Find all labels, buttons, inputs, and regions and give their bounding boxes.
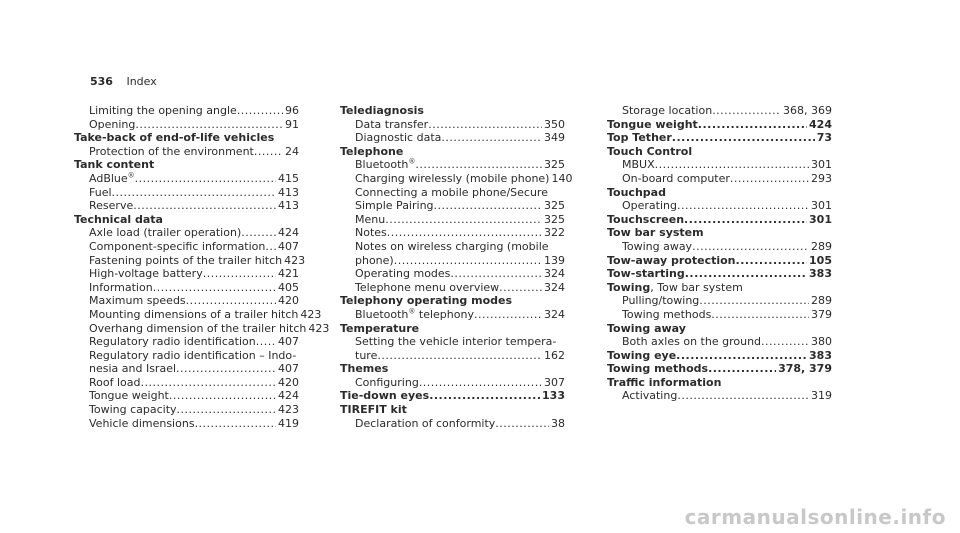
leader-dots xyxy=(434,199,542,213)
index-column-1 xyxy=(74,104,330,430)
index-subentry[interactable] xyxy=(340,226,565,240)
index-subentry[interactable] xyxy=(74,417,299,431)
index-subentry[interactable] xyxy=(74,226,299,240)
leader-dots xyxy=(655,158,809,172)
leader-dots xyxy=(133,199,276,213)
heading-text: Tow bar system xyxy=(607,226,704,240)
index-entry xyxy=(607,131,832,145)
index-heading xyxy=(340,294,565,308)
page-ref: 380 xyxy=(811,335,832,349)
index-entry xyxy=(340,104,565,145)
leader-dots xyxy=(685,267,807,281)
subentry-text: Declaration of conformity xyxy=(355,416,496,430)
index-heading[interactable] xyxy=(607,267,832,281)
index-subentry[interactable] xyxy=(74,199,299,213)
leader-dots xyxy=(761,335,809,349)
leader-dots xyxy=(254,145,283,159)
index-heading[interactable] xyxy=(607,131,832,145)
leader-dots xyxy=(394,254,542,268)
index-subentry[interactable] xyxy=(340,171,573,186)
leader-dots xyxy=(672,131,815,145)
leader-dots xyxy=(474,308,542,322)
index-subentry[interactable] xyxy=(340,281,565,295)
heading-text: Touch Control xyxy=(607,144,693,158)
index-subentry[interactable] xyxy=(340,199,565,213)
page-ref: 349 xyxy=(544,131,565,145)
page-ref: 38 xyxy=(551,416,565,430)
index-subentry[interactable] xyxy=(74,281,299,295)
page-ref: 424 xyxy=(278,226,299,240)
page-ref: 140 xyxy=(551,171,573,185)
index-subentry[interactable] xyxy=(607,158,832,172)
index-entry xyxy=(74,131,299,158)
leader-dots xyxy=(112,186,276,200)
heading-suffix: , Tow bar system xyxy=(650,280,743,294)
leader-dots xyxy=(699,294,809,308)
subentry-text: Axle load (trailer operation) xyxy=(89,226,242,240)
heading-text: Tongue weight xyxy=(607,117,698,131)
subentry-text: Operating xyxy=(622,199,677,213)
page-ref: 423 xyxy=(308,321,330,335)
index-heading[interactable] xyxy=(607,254,832,268)
subentry-text: Roof load xyxy=(89,375,141,389)
index-subentry-continued: Setting the vehicle interior tempera- xyxy=(355,335,557,349)
leader-dots xyxy=(141,376,277,390)
subentry-text: Towing capacity xyxy=(89,403,177,417)
index-entry xyxy=(340,389,565,403)
leader-dots xyxy=(677,199,809,213)
index-subentry[interactable] xyxy=(607,389,832,403)
subentry-text: Towing away xyxy=(622,239,693,253)
page-ref: 421 xyxy=(278,267,299,281)
index-subentry[interactable] xyxy=(74,376,299,390)
index-subentry[interactable] xyxy=(340,118,565,132)
heading-text: Tow-starting xyxy=(607,267,685,281)
index-subentry[interactable] xyxy=(74,104,299,118)
page-ref: 415 xyxy=(278,171,299,185)
leader-dots xyxy=(708,362,776,376)
subentry-text: Reserve xyxy=(89,199,134,213)
subentry-text: Notes xyxy=(355,226,387,240)
index-subentry[interactable] xyxy=(340,308,565,322)
page-ref: 325 xyxy=(544,199,565,213)
index-heading xyxy=(607,281,832,295)
heading-text: TIREFIT kit xyxy=(340,403,407,417)
index-subentry[interactable] xyxy=(340,254,565,268)
leader-dots xyxy=(712,104,781,118)
index-subentry-continued: Notes on wireless charging (mobile xyxy=(355,239,549,253)
heading-text: Take-back of end-of-life vehicles xyxy=(74,131,275,145)
index-entry xyxy=(607,118,832,132)
leader-dots xyxy=(377,349,542,363)
index-subentry[interactable] xyxy=(74,362,299,376)
index-subentry[interactable] xyxy=(340,349,565,363)
index-heading xyxy=(607,226,832,240)
index-subentry[interactable] xyxy=(607,172,832,186)
heading-text: Themes xyxy=(340,362,389,376)
index-entry xyxy=(607,213,832,227)
index-subentry-continued: Regulatory radio identification – Indo- xyxy=(89,348,297,362)
subentry-text: Maximum speeds xyxy=(89,294,186,308)
leader-dots xyxy=(419,376,542,390)
subentry-text: AdBlue® xyxy=(89,171,135,185)
leader-dots xyxy=(153,281,276,295)
index-entry xyxy=(340,322,565,363)
page-ref: 307 xyxy=(544,375,565,389)
heading-text: Telephone xyxy=(340,144,404,158)
index-subentry[interactable] xyxy=(607,294,832,308)
index-subentry[interactable] xyxy=(607,308,832,322)
page-ref: 73 xyxy=(816,131,832,145)
leader-dots xyxy=(135,172,276,186)
heading-text: Tank content xyxy=(74,158,155,172)
page-ref: 324 xyxy=(544,307,565,321)
page-ref: 325 xyxy=(544,158,565,172)
leader-dots xyxy=(387,226,542,240)
index-heading[interactable] xyxy=(340,389,565,403)
subentry-text: Limiting the opening angle xyxy=(89,104,237,117)
index-entry xyxy=(340,403,565,430)
index-entry xyxy=(607,349,832,363)
index-entry xyxy=(607,267,832,281)
page-ref: 420 xyxy=(278,294,299,308)
page-ref: 424 xyxy=(278,389,299,403)
page-ref: 378, 379 xyxy=(778,362,832,376)
leader-dots xyxy=(698,118,807,132)
leader-dots xyxy=(177,403,276,417)
leader-dots xyxy=(241,226,276,240)
index-heading xyxy=(340,145,565,159)
index-subentry[interactable] xyxy=(340,417,565,431)
index-subentry[interactable] xyxy=(74,145,299,159)
subentry-text: Charging wirelessly (mobile phone) xyxy=(355,171,550,185)
heading-text: Telediagnosis xyxy=(340,104,424,117)
subentry-text: MBUX xyxy=(622,158,655,172)
index-heading xyxy=(340,104,565,118)
subentry-text: Storage location xyxy=(622,104,713,117)
page-ref: 423 xyxy=(278,403,299,417)
index-entry xyxy=(340,294,565,321)
leader-dots xyxy=(677,389,809,403)
index-entry xyxy=(607,322,832,349)
leader-dots xyxy=(736,254,808,268)
page-ref: 24 xyxy=(285,144,299,158)
subentry-text: Bluetooth® telephony xyxy=(355,307,474,321)
index-subentry[interactable] xyxy=(74,403,299,417)
index-subentry[interactable] xyxy=(74,267,299,281)
subentry-text: Data transfer xyxy=(355,117,429,131)
heading-text: Touchpad xyxy=(607,185,666,199)
index-subentry[interactable] xyxy=(607,240,832,254)
page-ref: 368, 369 xyxy=(783,104,832,117)
subentry-text: Overhang dimension of the trailer hitch xyxy=(89,321,307,335)
leader-dots xyxy=(428,118,542,132)
subentry-text: Configuring xyxy=(355,375,419,389)
index-entry xyxy=(607,145,832,186)
index-subentry[interactable] xyxy=(607,335,832,349)
subentry-text: Component-specific information xyxy=(89,239,266,253)
page-ref: 105 xyxy=(809,253,832,267)
subentry-text: Mounting dimensions of a trailer hitch xyxy=(89,307,299,321)
heading-text: Top Tether xyxy=(607,131,672,145)
subentry-text: ture xyxy=(355,348,378,362)
subentry-text: Vehicle dimensions xyxy=(89,416,195,430)
index-subentry-continued: Connecting a mobile phone/Secure xyxy=(355,185,548,199)
index-subentry[interactable] xyxy=(74,389,299,403)
page-ref: 423 xyxy=(300,307,322,321)
registered-mark: ® xyxy=(127,171,135,180)
heading-text: Temperature xyxy=(340,321,420,335)
subentry-text: nesia and Israel xyxy=(89,362,177,376)
index-subentry[interactable] xyxy=(340,213,565,227)
index-entry xyxy=(607,254,832,268)
page-ref: 319 xyxy=(811,389,832,403)
page-ref: 419 xyxy=(278,416,299,430)
heading-text: Touchscreen xyxy=(607,212,685,226)
subentry-text: Information xyxy=(89,280,153,294)
index-heading[interactable] xyxy=(607,362,832,376)
index-column-3 xyxy=(607,104,832,403)
page-ref: 424 xyxy=(809,117,832,131)
registered-mark: ® xyxy=(408,157,416,166)
page-ref: 162 xyxy=(544,348,565,362)
subentry-text: Protection of the environment xyxy=(89,144,254,158)
section-title: Index xyxy=(126,75,157,88)
leader-dots xyxy=(169,389,276,403)
index-heading xyxy=(74,158,299,172)
page-ref: 301 xyxy=(811,199,832,213)
heading-text: Towing away xyxy=(607,321,686,335)
index-subentry[interactable] xyxy=(607,199,832,213)
page-ref: 407 xyxy=(278,362,299,376)
page-ref: 383 xyxy=(809,348,832,362)
page-header xyxy=(90,75,157,88)
subentry-text: On-board computer xyxy=(622,171,730,185)
heading-text: Traffic information xyxy=(607,375,722,389)
page-ref: 423 xyxy=(284,253,306,267)
leader-dots xyxy=(237,104,283,118)
page-ref: 379 xyxy=(811,307,832,321)
index-column-2 xyxy=(340,104,573,430)
subentry-text: Fuel xyxy=(89,185,112,199)
leader-dots xyxy=(195,417,276,431)
subentry-text: Telephone menu overview xyxy=(355,280,500,294)
leader-dots xyxy=(256,335,276,349)
page-ref: 325 xyxy=(544,212,565,226)
index-subentry[interactable] xyxy=(607,104,832,118)
subentry-text: Both axles on the ground xyxy=(622,335,762,349)
index-entry xyxy=(340,362,565,389)
leader-dots xyxy=(186,294,276,308)
index-entry xyxy=(607,362,832,376)
leader-dots xyxy=(429,389,540,403)
page-ref: 420 xyxy=(278,375,299,389)
heading-text: Tie-down eyes xyxy=(340,389,430,403)
index-entry xyxy=(607,104,832,118)
subentry-text: Opening xyxy=(89,117,136,131)
leader-dots xyxy=(135,118,283,132)
index-heading xyxy=(607,376,832,390)
index-heading[interactable] xyxy=(607,213,832,227)
leader-dots xyxy=(176,362,276,376)
subentry-text: Activating xyxy=(622,389,678,403)
page-ref: 293 xyxy=(811,171,832,185)
page-ref: 139 xyxy=(544,253,565,267)
index-subentry[interactable] xyxy=(74,335,299,349)
subentry-text: Bluetooth® xyxy=(355,157,416,172)
index-subentry[interactable] xyxy=(340,267,565,281)
index-subentry[interactable] xyxy=(340,131,565,145)
page-ref: 322 xyxy=(544,226,565,240)
page-ref: 407 xyxy=(278,335,299,349)
page-ref: 324 xyxy=(544,267,565,281)
page-ref: 96 xyxy=(285,104,299,117)
page-ref: 407 xyxy=(278,239,299,253)
subentry-text: phone) xyxy=(355,253,394,267)
registered-mark: ® xyxy=(408,307,416,316)
index-entry xyxy=(74,104,299,131)
leader-dots xyxy=(441,131,542,145)
heading-text: Technical data xyxy=(74,212,163,226)
leader-dots xyxy=(692,240,809,254)
heading-text: Tow-away protection xyxy=(607,253,736,267)
subentry-text: Regulatory radio identification xyxy=(89,335,256,349)
index-entry xyxy=(74,158,299,212)
page-ref: 289 xyxy=(811,294,832,308)
index-entry xyxy=(340,144,573,295)
leader-dots xyxy=(415,158,542,172)
index-entry xyxy=(74,212,330,431)
page-ref: 413 xyxy=(278,185,299,199)
heading-text: Telephony operating modes xyxy=(340,294,513,308)
heading-text: Towing methods xyxy=(607,362,709,376)
leader-dots xyxy=(711,308,809,322)
page-ref: 301 xyxy=(809,212,832,226)
page-ref: 350 xyxy=(544,117,565,131)
index-heading[interactable] xyxy=(607,349,832,363)
page-ref: 301 xyxy=(811,158,832,172)
leader-dots xyxy=(495,417,549,431)
index-subentry[interactable] xyxy=(74,321,330,336)
page-ref: 324 xyxy=(544,280,565,294)
index-subentry[interactable] xyxy=(74,307,322,322)
leader-dots xyxy=(730,172,809,186)
subentry-text: Tongue weight xyxy=(89,389,169,403)
subentry-text: Diagnostic data xyxy=(355,131,442,145)
subentry-text: Simple Pairing xyxy=(355,199,434,213)
leader-dots xyxy=(676,349,807,363)
page-ref: 413 xyxy=(278,199,299,213)
index-entry xyxy=(607,186,832,213)
page-ref: 133 xyxy=(542,389,565,403)
leader-dots xyxy=(265,240,276,254)
subentry-text: Operating modes xyxy=(355,267,451,281)
index-heading xyxy=(340,322,565,336)
leader-dots xyxy=(385,213,542,227)
index-heading xyxy=(607,186,832,200)
index-heading xyxy=(74,213,299,227)
index-heading xyxy=(74,131,299,145)
index-subentry[interactable] xyxy=(74,294,299,308)
index-subentry[interactable] xyxy=(74,186,299,200)
index-heading[interactable] xyxy=(607,118,832,132)
leader-dots xyxy=(499,281,542,295)
index-entry xyxy=(607,226,832,253)
page-ref: 383 xyxy=(809,267,832,281)
subentry-text: Pulling/towing xyxy=(622,294,700,308)
index-entry xyxy=(607,281,832,322)
index-subentry[interactable] xyxy=(74,118,299,132)
index-subentry[interactable] xyxy=(74,240,299,254)
leader-dots xyxy=(684,213,807,227)
index-entry xyxy=(607,376,832,403)
subentry-text: High-voltage battery xyxy=(89,267,203,281)
index-heading xyxy=(607,145,832,159)
index-subentry[interactable] xyxy=(340,158,565,172)
page-number: 536 xyxy=(90,75,113,88)
subentry-text: Fastening points of the trailer hitch xyxy=(89,253,283,267)
index-subentry[interactable] xyxy=(340,376,565,390)
page-ref: 289 xyxy=(811,239,832,253)
leader-dots xyxy=(450,267,542,281)
page-ref: 91 xyxy=(285,117,299,131)
index-heading xyxy=(340,403,565,417)
index-subentry[interactable] xyxy=(74,172,299,186)
heading-text: Towing eye xyxy=(607,348,677,362)
leader-dots xyxy=(203,267,276,281)
subentry-text: Menu xyxy=(355,212,386,226)
index-heading xyxy=(607,322,832,336)
index-heading xyxy=(340,362,565,376)
index-subentry[interactable] xyxy=(74,253,306,268)
heading-text: Towing xyxy=(607,280,651,294)
subentry-text: Towing methods xyxy=(622,307,712,321)
watermark: carmanualsonline.info xyxy=(684,505,946,529)
page-ref: 405 xyxy=(278,280,299,294)
